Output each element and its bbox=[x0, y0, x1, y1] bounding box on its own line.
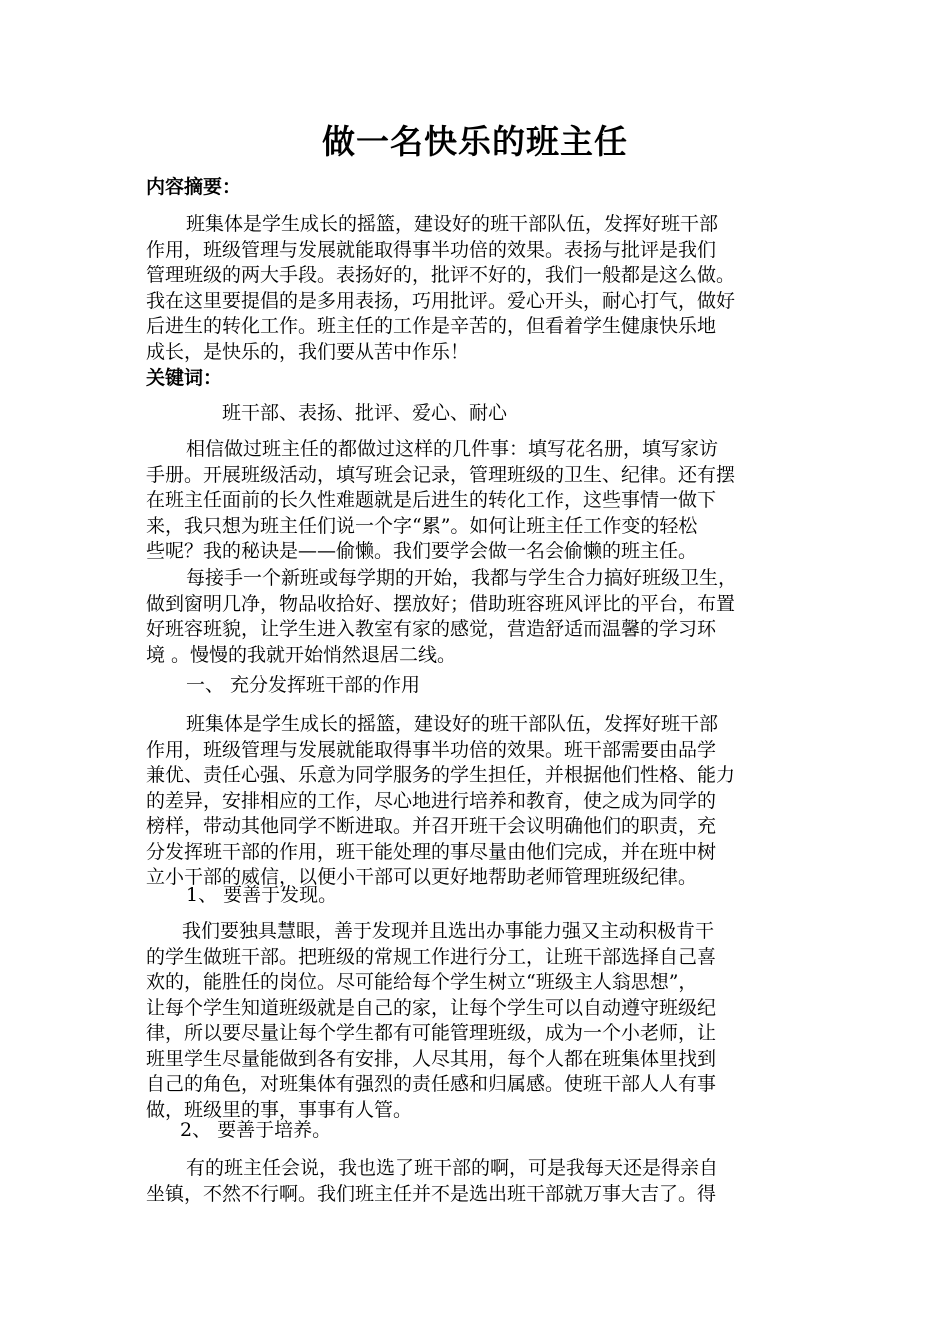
paragraph-line: 有的班主任会说，我也选了班干部的啊，可是我每天还是得亲自 bbox=[186, 1157, 719, 1179]
paragraph-line: 坐镇，不然不行啊。我们班主任并不是选出班干部就万事大吉了。得 bbox=[146, 1182, 717, 1205]
paragraph-line: 作用，班级管理与发展就能取得事半功倍的效果。班干部需要由品学 bbox=[146, 738, 717, 761]
paragraph-line: 每接手一个新班或每学期的开始，我都与学生合力搞好班级卫生， bbox=[186, 567, 738, 589]
paragraph-line: 律，所以要尽量让每个学生都有可能管理班级，成为一个小老师，让 bbox=[146, 1022, 717, 1044]
abstract-line: 后进生的转化工作。班主任的工作是辛苦的，但看着学生健康快乐地 bbox=[146, 315, 717, 337]
paragraph-line: 来，我只想为班主任们说一个字“累”。如何让班主任工作变的轻松 bbox=[146, 514, 698, 537]
paragraph-line: 做到窗明几净，物品收拾好、摆放好；借助班容班风评比的平台，布置 bbox=[146, 592, 736, 615]
paragraph-line: 些呢？我的秘诀是——偷懒。我们要学会做一名会偷懒的班主任。 bbox=[146, 540, 698, 562]
subsection-heading-1: 1、 要善于发现。 bbox=[186, 884, 338, 906]
abstract-line: 我在这里要提倡的是多用表扬，巧用批评。爱心开头，耐心打气，做好 bbox=[146, 289, 736, 312]
subsection-heading-2: 2、 要善于培养。 bbox=[180, 1119, 332, 1141]
paragraph-line: 的学生做班干部。把班级的常规工作进行分工，让班干部选择自己喜 bbox=[146, 945, 717, 968]
paragraph-line: 立小干部的威信，以便小干部可以更好地帮助老师管理班级纪律。 bbox=[146, 866, 698, 888]
body-paragraph-2 bbox=[146, 566, 812, 668]
document-title: 做一名快乐的班主任 bbox=[322, 122, 628, 161]
abstract-line: 管理班级的两大手段。表扬好的，批评不好的，我们一般都是这么做。 bbox=[146, 264, 736, 286]
abstract-line: 成长，是快乐的，我们要从苦中作乐！ bbox=[146, 340, 470, 363]
paragraph-line: 分发挥班干部的作用，班干能处理的事尽量由他们完成，并在班中树 bbox=[146, 840, 717, 863]
paragraph-line: 班里学生尽量能做到各有安排，人尽其用，每个人都在班集体里找到 bbox=[146, 1047, 717, 1070]
paragraph-line: 兼优、责任心强、乐意为同学服务的学生担任，并根据他们性格、能力 bbox=[146, 764, 736, 786]
body-paragraph-4 bbox=[146, 919, 812, 1123]
paragraph-line: 在班主任面前的长久性难题就是后进生的转化工作，这些事情一做下 bbox=[146, 489, 717, 511]
abstract-paragraph bbox=[146, 212, 812, 365]
paragraph-line: 自己的角色，对班集体有强烈的责任感和归属感。使班干部人人有事 bbox=[146, 1073, 717, 1095]
abstract-heading: 内容摘要： bbox=[146, 176, 242, 198]
section-heading-1: 一、 充分发挥班干部的作用 bbox=[186, 674, 421, 696]
paragraph-line: 让每个学生知道班级就是自己的家，让每个学生可以自动遵守班级纪 bbox=[146, 996, 717, 1019]
abstract-line: 作用，班级管理与发展就能取得事半功倍的效果。表扬与批评是我们 bbox=[146, 238, 717, 261]
paragraph-line: 欢的，能胜任的岗位。尽可能给每个学生树立“班级主人翁思想”， bbox=[146, 971, 698, 993]
keywords-list: 班干部、表扬、批评、爱心、耐心 bbox=[222, 402, 508, 424]
paragraph-line: 班集体是学生成长的摇篮，建设好的班干部队伍，发挥好班干部 bbox=[186, 713, 719, 735]
body-paragraph-1 bbox=[146, 437, 812, 565]
paragraph-line: 好班容班貌，让学生进入教室有家的感觉，营造舒适而温馨的学习环 bbox=[146, 618, 717, 640]
paragraph-line: 榜样，带动其他同学不断进取。并召开班干会议明确他们的职责，充 bbox=[146, 815, 717, 837]
paragraph-line: 的差异，安排相应的工作，尽心地进行培养和教育，使之成为同学的 bbox=[146, 789, 717, 812]
paragraph-line: 境 。慢慢的我就开始悄然退居二线。 bbox=[146, 643, 457, 666]
paragraph-line: 手册。开展班级活动，填写班会记录，管理班级的卫生、纪律。还有摆 bbox=[146, 463, 736, 486]
paragraph-line: 我们要独具慧眼，善于发现并且选出办事能力强又主动积极肯干 bbox=[182, 920, 715, 942]
paragraph-line: 做，班级里的事，事事有人管。 bbox=[146, 1098, 413, 1121]
keywords-heading: 关键词： bbox=[146, 367, 223, 389]
paragraph-line: 相信做过班主任的都做过这样的几件事：填写花名册，填写家访 bbox=[186, 438, 719, 460]
abstract-line: 班集体是学生成长的摇篮，建设好的班干部队伍，发挥好班干部 bbox=[186, 213, 719, 235]
body-paragraph-3 bbox=[146, 712, 812, 891]
body-paragraph-5 bbox=[146, 1156, 812, 1207]
